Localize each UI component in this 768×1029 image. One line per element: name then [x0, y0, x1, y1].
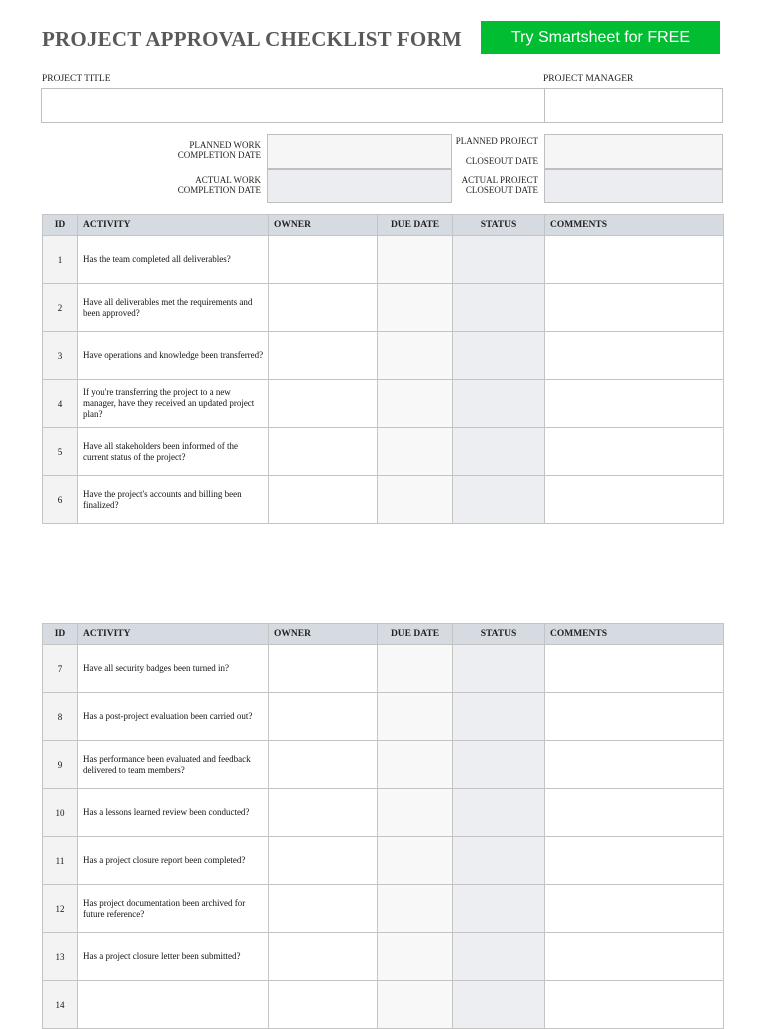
row-due-date-cell[interactable]: [378, 693, 453, 741]
col-id-header: ID: [43, 215, 78, 236]
col-id-header: ID: [43, 624, 78, 645]
row-id: 2: [43, 284, 78, 332]
row-due-date-cell[interactable]: [378, 741, 453, 789]
row-id: 14: [43, 981, 78, 1029]
row-status-cell[interactable]: [453, 693, 545, 741]
row-due-date-cell[interactable]: [378, 284, 453, 332]
col-status-header: STATUS: [453, 624, 545, 645]
row-id: 11: [43, 837, 78, 885]
row-activity: Has the team completed all deliverables?: [78, 236, 269, 284]
row-comments-cell[interactable]: [545, 885, 724, 933]
row-comments-cell[interactable]: [545, 476, 724, 524]
row-comments-cell[interactable]: [545, 789, 724, 837]
row-activity: Has a lessons learned review been conducted?: [78, 789, 269, 837]
row-status-cell[interactable]: [453, 789, 545, 837]
row-status-cell[interactable]: [453, 933, 545, 981]
checklist-table-1: [42, 214, 724, 524]
planned-project-label: PLANNED PROJECT CLOSEOUT DATE: [455, 136, 538, 166]
row-id: 7: [43, 645, 78, 693]
row-activity: Has performance been evaluated and feedback delivered to team members?: [78, 741, 269, 789]
row-activity: Have operations and knowledge been transferred?: [78, 332, 269, 380]
actual-work-label: ACTUAL WORK COMPLETION DATE: [177, 175, 261, 195]
project-title-label: PROJECT TITLE: [42, 74, 111, 84]
row-due-date-cell[interactable]: [378, 645, 453, 693]
row-owner-cell[interactable]: [269, 380, 378, 428]
actual-project-closeout-date-input[interactable]: [544, 169, 723, 203]
row-due-date-cell[interactable]: [378, 428, 453, 476]
row-status-cell[interactable]: [453, 236, 545, 284]
table-row: [43, 236, 724, 284]
row-activity: Has project documentation been archived for future reference?: [78, 885, 269, 933]
table-row: [43, 645, 724, 693]
table-row: [43, 789, 724, 837]
row-activity: Have the project's accounts and billing been finalized?: [78, 476, 269, 524]
project-title-input[interactable]: [41, 88, 545, 123]
row-id: 3: [43, 332, 78, 380]
row-due-date-cell[interactable]: [378, 981, 453, 1029]
row-owner-cell[interactable]: [269, 645, 378, 693]
actual-project-label: ACTUAL PROJECT CLOSEOUT DATE: [461, 175, 538, 195]
row-owner-cell[interactable]: [269, 933, 378, 981]
row-due-date-cell[interactable]: [378, 332, 453, 380]
col-comments-header: COMMENTS: [545, 215, 724, 236]
col-comments-header: COMMENTS: [545, 624, 724, 645]
table-row: [43, 428, 724, 476]
row-id: 10: [43, 789, 78, 837]
checklist-table-2: [42, 623, 724, 1029]
planned-work-label: PLANNED WORK COMPLETION DATE: [177, 140, 261, 160]
row-comments-cell[interactable]: [545, 645, 724, 693]
row-owner-cell[interactable]: [269, 332, 378, 380]
row-activity: Has a post-project evaluation been carried out?: [78, 693, 269, 741]
table-row: [43, 476, 724, 524]
row-activity: [78, 981, 269, 1029]
table-row: [43, 332, 724, 380]
row-comments-cell[interactable]: [545, 741, 724, 789]
col-due-date-header: DUE DATE: [378, 624, 453, 645]
table-row: [43, 981, 724, 1029]
row-comments-cell[interactable]: [545, 933, 724, 981]
col-activity-header: ACTIVITY: [78, 624, 269, 645]
row-owner-cell[interactable]: [269, 428, 378, 476]
row-status-cell[interactable]: [453, 284, 545, 332]
row-owner-cell[interactable]: [269, 284, 378, 332]
col-activity-header: ACTIVITY: [78, 215, 269, 236]
row-activity: Have all stakeholders been informed of the current status of the project?: [78, 428, 269, 476]
col-owner-header: OWNER: [269, 215, 378, 236]
row-comments-cell[interactable]: [545, 332, 724, 380]
planned-work-completion-date-input[interactable]: [267, 134, 452, 169]
row-status-cell[interactable]: [453, 380, 545, 428]
row-comments-cell[interactable]: [545, 284, 724, 332]
row-activity: Have all deliverables met the requirements and been approved?: [78, 284, 269, 332]
row-status-cell[interactable]: [453, 885, 545, 933]
row-owner-cell[interactable]: [269, 837, 378, 885]
row-owner-cell[interactable]: [269, 693, 378, 741]
row-comments-cell[interactable]: [545, 428, 724, 476]
table-row: [43, 284, 724, 332]
page-title: PROJECT APPROVAL CHECKLIST FORM: [42, 27, 462, 51]
planned-project-closeout-date-input[interactable]: [544, 134, 723, 169]
row-comments-cell[interactable]: [545, 981, 724, 1029]
try-smartsheet-button[interactable]: Try Smartsheet for FREE: [481, 21, 720, 54]
row-status-cell[interactable]: [453, 741, 545, 789]
row-comments-cell[interactable]: [545, 693, 724, 741]
row-status-cell[interactable]: [453, 476, 545, 524]
table-row: [43, 741, 724, 789]
table-row: [43, 837, 724, 885]
table-row: [43, 885, 724, 933]
row-status-cell[interactable]: [453, 428, 545, 476]
row-id: 1: [43, 236, 78, 284]
table-row: [43, 933, 724, 981]
row-activity: Has a project closure letter been submitted?: [78, 933, 269, 981]
row-due-date-cell[interactable]: [378, 476, 453, 524]
actual-work-completion-date-input[interactable]: [267, 169, 452, 203]
project-manager-input[interactable]: [544, 88, 723, 123]
row-status-cell[interactable]: [453, 981, 545, 1029]
row-id: 9: [43, 741, 78, 789]
row-activity: Has a project closure report been completed?: [78, 837, 269, 885]
row-status-cell[interactable]: [453, 837, 545, 885]
table-row: [43, 693, 724, 741]
row-due-date-cell[interactable]: [378, 837, 453, 885]
row-owner-cell[interactable]: [269, 885, 378, 933]
row-comments-cell[interactable]: [545, 837, 724, 885]
row-activity: If you're transferring the project to a new manager, have they received an updated project plan?: [78, 380, 269, 428]
row-due-date-cell[interactable]: [378, 236, 453, 284]
row-activity: Have all security badges been turned in?: [78, 645, 269, 693]
row-id: 4: [43, 380, 78, 428]
row-id: 8: [43, 693, 78, 741]
row-owner-cell[interactable]: [269, 476, 378, 524]
table-row: [43, 380, 724, 428]
row-status-cell[interactable]: [453, 645, 545, 693]
row-due-date-cell[interactable]: [378, 885, 453, 933]
col-owner-header: OWNER: [269, 624, 378, 645]
row-id: 5: [43, 428, 78, 476]
row-owner-cell[interactable]: [269, 789, 378, 837]
row-due-date-cell[interactable]: [378, 380, 453, 428]
row-owner-cell[interactable]: [269, 236, 378, 284]
row-comments-cell[interactable]: [545, 236, 724, 284]
row-comments-cell[interactable]: [545, 380, 724, 428]
row-due-date-cell[interactable]: [378, 789, 453, 837]
col-due-date-header: DUE DATE: [378, 215, 453, 236]
col-status-header: STATUS: [453, 215, 545, 236]
row-id: 13: [43, 933, 78, 981]
row-owner-cell[interactable]: [269, 741, 378, 789]
row-id: 6: [43, 476, 78, 524]
project-manager-label: PROJECT MANAGER: [543, 74, 634, 84]
row-due-date-cell[interactable]: [378, 933, 453, 981]
row-id: 12: [43, 885, 78, 933]
row-owner-cell[interactable]: [269, 981, 378, 1029]
row-status-cell[interactable]: [453, 332, 545, 380]
